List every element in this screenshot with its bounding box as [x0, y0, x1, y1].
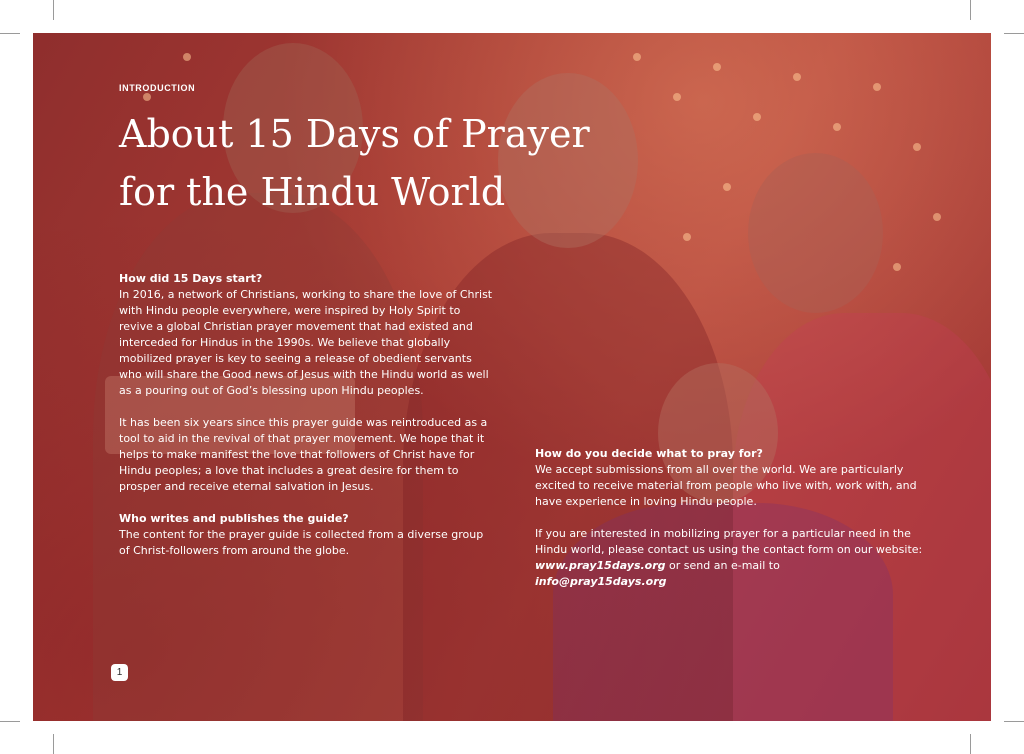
crop-mark: [0, 721, 20, 722]
crop-mark: [53, 0, 54, 20]
website-link[interactable]: www.pray15days.org: [535, 559, 666, 572]
page: [33, 33, 991, 721]
page-number: 1: [111, 664, 128, 681]
section-label: INTRODUCTION: [119, 83, 196, 93]
contact-text: If you are interested in mobilizing prayer for a particular need in the Hindu world, please contact us using the contact form on our website:: [535, 527, 923, 556]
page-content: [33, 33, 991, 721]
crop-mark: [0, 33, 20, 34]
paragraph: The content for the prayer guide is collected from a diverse group of Christ-followers from around the globe.: [119, 528, 484, 557]
crop-mark: [1004, 721, 1024, 722]
crop-mark: [53, 734, 54, 754]
paragraph: In 2016, a network of Christians, working to share the love of Christ with Hindu people everywhere, were inspired by Holy Spirit to revive a global Christian prayer movement that had existed and interceded for Hindus in the 1990s. We believe that globally mobilized prayer is key to seeing a release of obedient servants who will share the Good news of Jesus with the Hindu world as well as a pouring out of God’s blessing upon Hindu peoples.: [119, 288, 493, 397]
crop-mark: [970, 734, 971, 754]
left-column: [119, 271, 497, 559]
question-heading: How did 15 Days start?: [119, 272, 263, 285]
paragraph: It has been six years since this prayer guide was reintroduced as a tool to aid in the revival of that prayer movement. We hope that it helps to make manifest the love that followers of Christ have for Hindu peoples; a love that includes a great desire for them to prosper and receive eternal salvation in Jesus.: [119, 416, 488, 493]
contact-text: or send an e-mail to: [669, 559, 780, 572]
crop-mark: [970, 0, 971, 20]
email-link[interactable]: info@pray15days.org: [535, 575, 667, 588]
question-heading: Who writes and publishes the guide?: [119, 512, 349, 525]
page-title: [119, 105, 599, 221]
question-heading: How do you decide what to pray for?: [535, 447, 763, 460]
crop-mark: [1004, 33, 1024, 34]
right-column: [535, 446, 925, 590]
title-line-2: for the Hindu World: [119, 170, 506, 214]
contact-paragraph: [535, 526, 925, 590]
title-line-1: About 15 Days of Prayer: [119, 112, 590, 156]
paragraph: We accept submissions from all over the world. We are particularly excited to receive material from people who live with, work with, and have experience in loving Hindu people.: [535, 463, 917, 508]
